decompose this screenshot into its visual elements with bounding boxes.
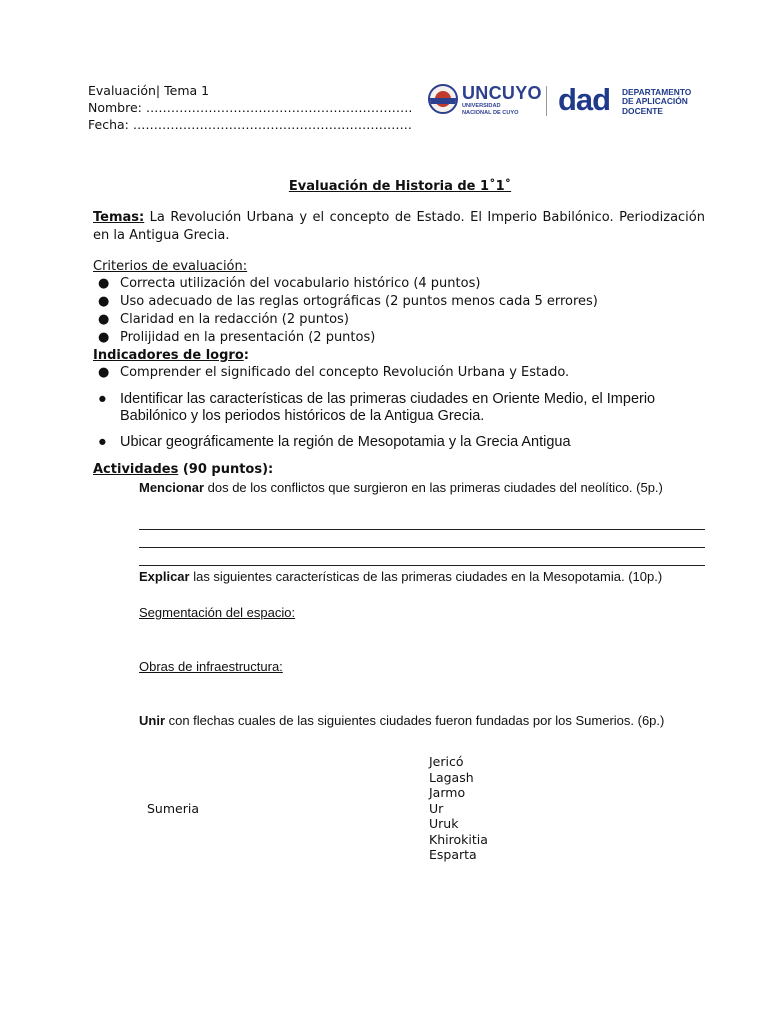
- indicators-heading: Indicadores de logro:: [93, 348, 249, 363]
- topics-paragraph: [93, 209, 705, 245]
- city-item: Khirokitia: [429, 831, 488, 847]
- uncuyo-logo: [428, 83, 540, 119]
- logo-divider: [546, 86, 547, 116]
- topics-label: Temas:: [93, 210, 145, 225]
- topics-text: La Revolución Urbana y el concepto de Estado. El Imperio Babilónico. Periodización en la Antigua Grecia.: [93, 210, 705, 243]
- city-item: Lagash: [429, 769, 474, 785]
- criteria-item: ● Uso adecuado de las reglas ortográficas (2 puntos menos cada 5 errores): [98, 294, 598, 309]
- activity-mencionar: Mencionar dos de los conflictos que surgieron en las primeras ciudades del neolítico. (5p.): [139, 480, 663, 495]
- date-field-label: Fecha: ………………………………………………………….: [88, 117, 412, 132]
- activities-heading: Actividades (90 puntos):: [93, 462, 274, 477]
- uncuyo-wordmark: UNCUYO: [462, 83, 542, 103]
- criteria-item: ● Correcta utilización del vocabulario histórico (4 puntos): [98, 276, 481, 291]
- page-title: Evaluación de Historia de 1˚1˚: [288, 179, 512, 194]
- city-item: Jarmo: [429, 785, 466, 800]
- criteria-item: ● Prolijidad en la presentación (2 puntos): [98, 330, 376, 345]
- indicator-item: ● Comprender el significado del concepto Revolución Urbana y Estado.: [98, 365, 570, 380]
- sumeria-label: Sumeria: [147, 801, 199, 816]
- dad-logo-subtitle: DEPARTAMENTO DE APLICACIÓN DOCENTE: [622, 87, 692, 116]
- evaluation-topic-label: Evaluación| Tema 1: [88, 83, 210, 98]
- activity-unir: Unir con flechas cuales de las siguientes ciudades fueron fundadas por los Sumerios. (6p.): [139, 713, 665, 728]
- city-item: Ur: [429, 800, 444, 816]
- city-item: Esparta: [429, 847, 477, 862]
- activity-explicar: Explicar las siguientes características de las primeras ciudades en la Mesopotamia. (10p.): [139, 569, 663, 584]
- indicator-item-large: ● Ubicar geográficamente la región de Mesopotamia y la Grecia Antigua: [98, 434, 571, 450]
- university-seal-icon: [428, 84, 458, 114]
- segmentation-label: Segmentación del espacio:: [139, 605, 296, 620]
- answer-line[interactable]: [139, 565, 705, 566]
- city-item: Uruk: [429, 816, 459, 831]
- city-item: Jericó: [429, 754, 464, 769]
- uncuyo-subtitle: UNIVERSIDAD NACIONAL DE CUYO: [462, 103, 519, 116]
- indicator-item-large: ● Identificar las características de las primeras ciudades en Oriente Medio, el Imperio Babilónico y los periodos históricos de la Antigua Grecia.: [98, 391, 656, 424]
- answer-line[interactable]: [139, 529, 705, 530]
- dad-logo-wordmark: dad: [558, 82, 611, 117]
- criteria-heading: Criterios de evaluación:: [93, 259, 248, 274]
- infrastructure-label: Obras de infraestructura:: [139, 659, 283, 674]
- answer-line[interactable]: [139, 547, 705, 548]
- name-field-label: Nombre: ……………………………………………………….: [88, 100, 413, 115]
- criteria-item: ● Claridad en la redacción (2 puntos): [98, 312, 349, 327]
- city-list: [429, 754, 488, 863]
